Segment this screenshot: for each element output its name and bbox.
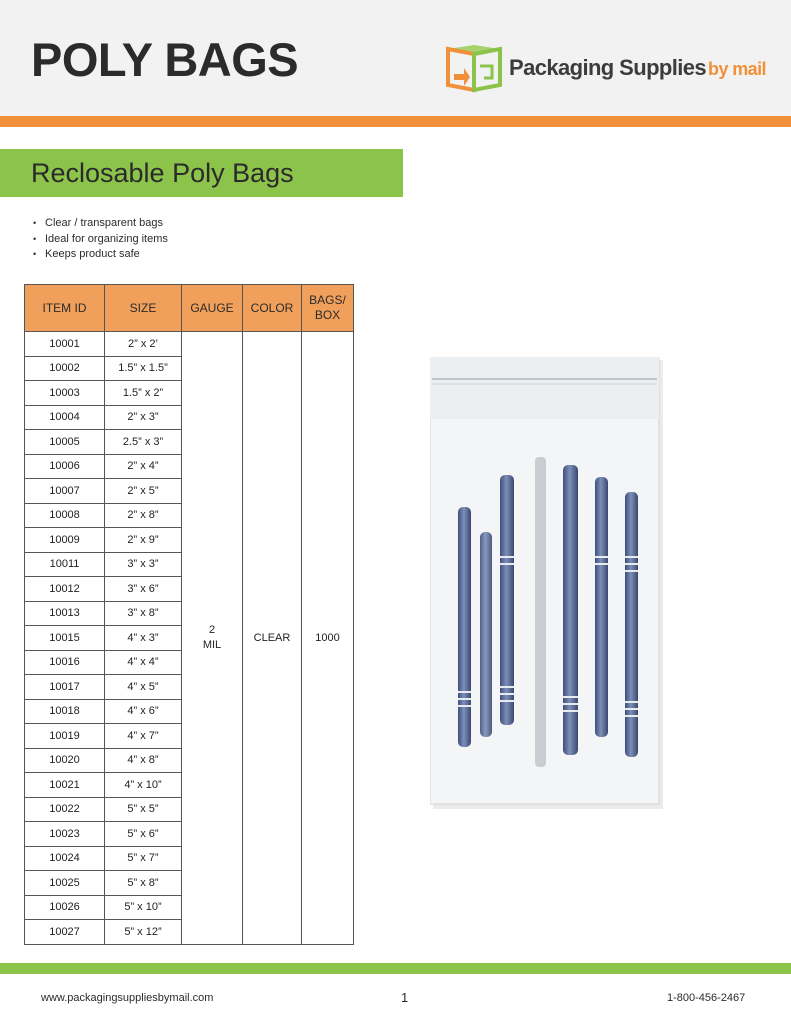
item-id-cell: 10021: [25, 773, 105, 798]
bags-per-box-cell: 1000: [302, 332, 354, 945]
item-id-cell: 10012: [25, 577, 105, 602]
footer-phone: 1-800-456-2467: [667, 992, 746, 1004]
footer-website: www.packagingsuppliesbymail.com: [41, 992, 214, 1004]
product-table: [24, 284, 354, 945]
size-cell: 3” x 6”: [105, 577, 182, 602]
color-cell: CLEAR: [243, 332, 302, 945]
company-logo: [440, 44, 766, 94]
size-cell: 4” x 4”: [105, 650, 182, 675]
item-id-cell: 10026: [25, 895, 105, 920]
size-cell: 3” x 8”: [105, 601, 182, 626]
feature-item: • Keeps product safe: [33, 247, 168, 263]
size-cell: 4” x 3”: [105, 626, 182, 651]
section-title: Reclosable Poly Bags: [31, 158, 294, 188]
size-cell: 2.5” x 3”: [105, 430, 182, 455]
size-cell: 1.5” x 1.5”: [105, 356, 182, 381]
item-id-cell: 10004: [25, 405, 105, 430]
header-item-id: ITEM ID: [25, 285, 105, 332]
green-divider: [0, 963, 791, 974]
feature-list: [33, 216, 168, 263]
item-id-cell: 10011: [25, 552, 105, 577]
section-banner: [0, 149, 403, 197]
feature-item: • Clear / transparent bags: [33, 216, 168, 232]
item-id-cell: 10009: [25, 528, 105, 553]
header-gauge: GAUGE: [182, 285, 243, 332]
logo-text-main: Packaging Supplies: [509, 55, 707, 80]
size-cell: 5” x 5”: [105, 797, 182, 822]
feature-item: • Ideal for organizing items: [33, 232, 168, 248]
item-id-cell: 10022: [25, 797, 105, 822]
item-id-cell: 10002: [25, 356, 105, 381]
size-cell: 4” x 5”: [105, 675, 182, 700]
item-id-cell: 10008: [25, 503, 105, 528]
size-cell: 5” x 12”: [105, 920, 182, 945]
size-cell: 4” x 6”: [105, 699, 182, 724]
item-id-cell: 10006: [25, 454, 105, 479]
header-color: COLOR: [243, 285, 302, 332]
item-id-cell: 10027: [25, 920, 105, 945]
page-header: [0, 0, 791, 116]
header-bags-line1: BAGS/: [309, 293, 346, 307]
header-bags-line2: BOX: [314, 308, 341, 322]
size-cell: 1.5” x 2”: [105, 381, 182, 406]
gauge-unit: MIL: [202, 638, 222, 651]
box-logo-icon: [440, 44, 506, 94]
item-id-cell: 10007: [25, 479, 105, 504]
size-cell: 5” x 8”: [105, 871, 182, 896]
table-header-row: [25, 285, 354, 332]
item-id-cell: 10005: [25, 430, 105, 455]
size-cell: 4” x 7”: [105, 724, 182, 749]
item-id-cell: 10023: [25, 822, 105, 847]
orange-divider: [0, 116, 791, 127]
item-id-cell: 10015: [25, 626, 105, 651]
size-cell: 5” x 10”: [105, 895, 182, 920]
item-id-cell: 10013: [25, 601, 105, 626]
size-cell: 2” x 5”: [105, 479, 182, 504]
page-title: POLY BAGS: [31, 33, 299, 86]
gauge-cell: [182, 332, 243, 945]
size-cell: 5” x 6”: [105, 822, 182, 847]
item-id-cell: 10017: [25, 675, 105, 700]
item-id-cell: 10019: [25, 724, 105, 749]
logo-text-bymail: by mail: [708, 59, 766, 79]
header-bags-per-box: [302, 285, 354, 332]
size-cell: 2” x 9”: [105, 528, 182, 553]
size-cell: 2” x 8”: [105, 503, 182, 528]
size-cell: 3” x 3”: [105, 552, 182, 577]
item-id-cell: 10016: [25, 650, 105, 675]
size-cell: 4” x 8”: [105, 748, 182, 773]
poly-bag-product-image: [430, 357, 663, 809]
item-id-cell: 10001: [25, 332, 105, 357]
item-id-cell: 10003: [25, 381, 105, 406]
item-id-cell: 10018: [25, 699, 105, 724]
item-id-cell: 10020: [25, 748, 105, 773]
table-row: [25, 332, 354, 357]
size-cell: 4” x 10”: [105, 773, 182, 798]
size-cell: 2” x 4”: [105, 454, 182, 479]
header-size: SIZE: [105, 285, 182, 332]
size-cell: 5” x 7”: [105, 846, 182, 871]
page-number: 1: [401, 990, 409, 1005]
size-cell: 2” x 2’: [105, 332, 182, 357]
gauge-value: 2: [208, 624, 216, 637]
size-cell: 2” x 3”: [105, 405, 182, 430]
item-id-cell: 10024: [25, 846, 105, 871]
item-id-cell: 10025: [25, 871, 105, 896]
